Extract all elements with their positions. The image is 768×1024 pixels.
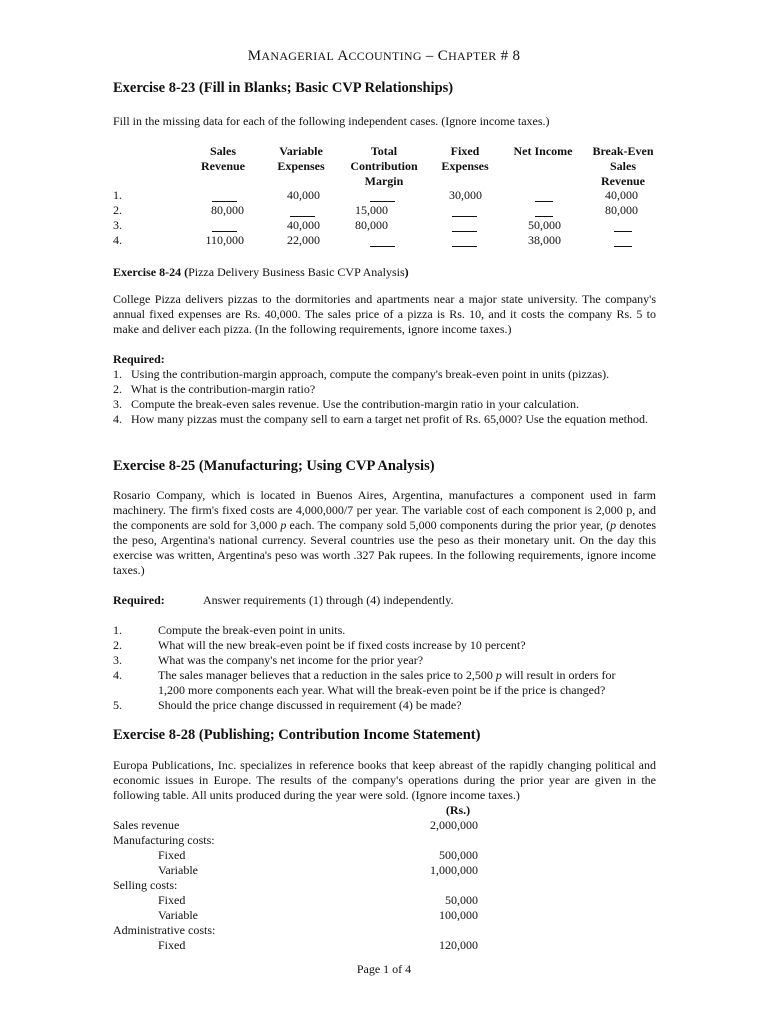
statement-label: Fixed (158, 848, 186, 862)
exercise-8-23-heading: Exercise 8-23 (Fill in Blanks; Basic CVP Relationships) (113, 80, 454, 96)
row-number: 4. (113, 233, 122, 247)
statement-label: Variable (158, 908, 198, 922)
blank-cell (370, 190, 395, 202)
statement-value: 500,000 (439, 848, 478, 862)
statement-label: Fixed (158, 938, 186, 952)
row-number: 3. (113, 218, 122, 232)
exercise-8-25-item-text: 1,200 more components each year. What will the break-even point be if the price is changed? (158, 683, 606, 697)
cell-breakeven: 80,000 (605, 203, 638, 217)
statement-label: Selling costs: (113, 878, 178, 892)
blank-cell (535, 190, 553, 202)
exercise-8-25-item-number: 1. (113, 623, 122, 637)
currency-header: (Rs.) (445, 803, 471, 817)
exercise-8-25-item-text: Compute the break-even point in units. (158, 623, 346, 637)
cell-fixed: 30,000 (449, 188, 482, 202)
exercise-8-28-body: Europa Publications, Inc. specializes in reference books that keep abreast of the rapidly changing political and economic issues in Europe. The results of the company's operations during the prior year are given in the following table. All units produced during the year were sold. (Ignore income taxes.) (113, 758, 656, 802)
exercise-8-24-item-2: 2. What is the contribution-margin ratio? (113, 382, 316, 396)
page-footer: Page 1 of 4 (356, 962, 412, 976)
exercise-8-25-item-number: 3. (113, 653, 122, 667)
blank-cell (614, 220, 632, 232)
cell-breakeven: 40,000 (605, 188, 638, 202)
statement-label: Sales revenue (113, 818, 180, 832)
statement-value: 120,000 (439, 938, 478, 952)
blank-cell (370, 235, 395, 247)
exercise-8-24-item-3: 3. Compute the break-even sales revenue. Use the contribution-margin ratio in your calculation. (113, 397, 579, 411)
exercise-8-28-heading: Exercise 8-28 (Publishing; Contribution Income Statement) (113, 727, 481, 743)
blank-cell (614, 235, 632, 247)
statement-value: 1,000,000 (430, 863, 478, 877)
exercise-8-24-item-4: 4. How many pizzas must the company sell to earn a target net profit of Rs. 65,000? Use the equation method. (113, 412, 648, 426)
blank-cell (212, 190, 237, 202)
statement-label: Administrative costs: (113, 923, 216, 937)
exercise-8-25-heading: Exercise 8-25 (Manufacturing; Using CVP Analysis) (113, 458, 435, 474)
blank-cell (452, 235, 477, 247)
exercise-8-24-body: College Pizza delivers pizzas to the dormitories and apartments near a major state university. The company's annual fixed expenses are Rs. 40,000. The sales price of a pizza is Rs. 10, and it costs the company Rs. 5 to make and deliver each pizza. (In the following requirements, ignore income taxes.) (113, 292, 656, 336)
exercise-8-23-intro: Fill in the missing data for each of the following independent cases. (Ignore income taxes.) (113, 114, 550, 128)
col-header-break-even-sales-revenue: Break-Even Sales Revenue (592, 144, 654, 188)
blank-cell (290, 205, 315, 217)
cell-total: 15,000 (355, 203, 388, 217)
exercise-8-25-required-text: Answer requirements (1) through (4) independently. (203, 593, 454, 607)
statement-value: 2,000,000 (430, 818, 478, 832)
cell-total: 80,000 (355, 218, 388, 232)
statement-value: 50,000 (445, 893, 478, 907)
col-header-fixed-expenses: Fixed Expenses (441, 144, 489, 173)
exercise-8-25-body: Rosario Company, which is located in Buenos Aires, Argentina, manufactures a component used in farm machinery. The firm's fixed costs are 4,000,000/7 per year. The variable cost of each component is 2,000 p, and the components are sold for 3,000 p each. The company sold 5,000 components during the prior year, (p denotes the peso, Argentina's national currency. Several countries use the peso as their monetary unit. On the day this exercise was written, Argentina's peso was worth .327 Pak rupees. In the following requirements, ignore income taxes.) (113, 488, 657, 577)
exercise-8-25-item-number: 2. (113, 638, 122, 652)
statement-label: Fixed (158, 893, 186, 907)
page-title: MANAGERIAL ACCOUNTING – CHAPTER # 8 (247, 48, 521, 64)
statement-label: Variable (158, 863, 198, 877)
exercise-8-24-heading: Exercise 8-24 (Pizza Delivery Business Basic CVP Analysis) (113, 265, 409, 279)
cell-net: 50,000 (528, 218, 561, 232)
blank-cell (452, 220, 477, 232)
col-header-variable-expenses: Variable Expenses (277, 144, 325, 173)
exercise-8-25-item-text: Should the price change discussed in requirement (4) be made? (158, 698, 462, 712)
col-header-sales-revenue: Sales Revenue (201, 144, 245, 173)
exercise-8-25-item-number: 4. (113, 668, 122, 682)
cell-net: 38,000 (528, 233, 561, 247)
exercise-8-24-item-1: 1. Using the contribution-margin approach, compute the company's break-even point in units (pizzas). (113, 367, 610, 381)
exercise-8-25-required-label: Required: (113, 593, 165, 607)
cell-sales: 80,000 (211, 203, 244, 217)
col-header-total-contribution-margin: Total Contribution Margin (350, 144, 418, 188)
exercise-8-24-required-label: Required: (113, 352, 165, 366)
blank-cell (212, 220, 237, 232)
col-header-net-income: Net Income (513, 144, 573, 158)
exercise-8-25-item-number: 5. (113, 698, 122, 712)
cell-variable: 40,000 (287, 188, 320, 202)
exercise-8-25-item-text: The sales manager believes that a reduction in the sales price to 2,500 p will result in orders for (158, 668, 616, 682)
statement-value: 100,000 (439, 908, 478, 922)
blank-cell (535, 205, 553, 217)
exercise-8-25-item-text: What was the company's net income for the prior year? (158, 653, 424, 667)
statement-label: Manufacturing costs: (113, 833, 215, 847)
blank-cell (452, 205, 477, 217)
cell-variable: 40,000 (287, 218, 320, 232)
row-number: 2. (113, 203, 122, 217)
cell-variable: 22,000 (287, 233, 320, 247)
cell-sales: 110,000 (205, 233, 244, 247)
row-number: 1. (113, 188, 122, 202)
exercise-8-25-item-text: What will the new break-even point be if fixed costs increase by 10 percent? (158, 638, 526, 652)
